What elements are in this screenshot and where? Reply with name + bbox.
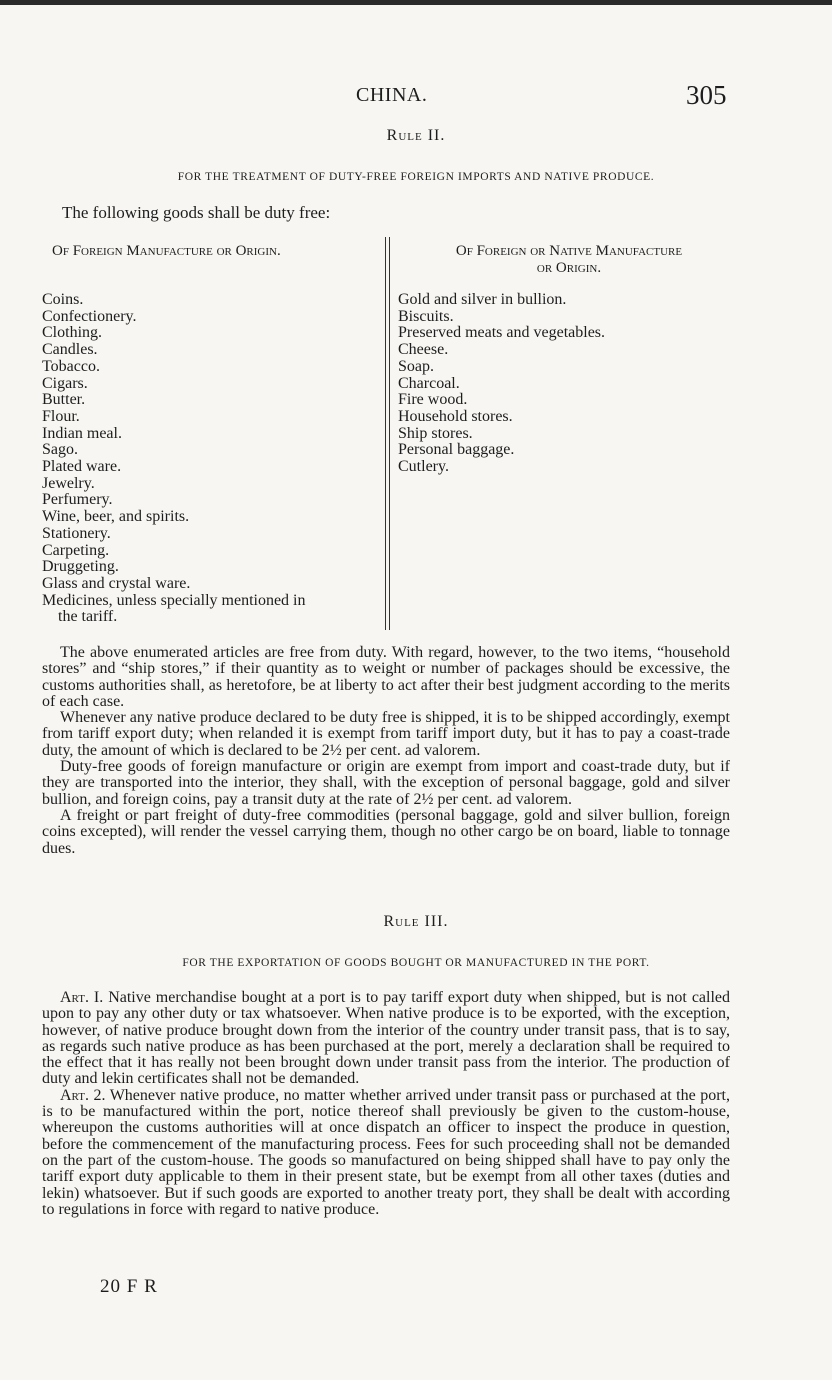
list-item: Soap.	[398, 357, 434, 375]
running-head: CHINA.	[356, 84, 428, 106]
list-item: Tobacco.	[42, 357, 100, 375]
left-column-heading: Of Foreign Manufacture or Origin.	[52, 243, 281, 259]
rule-2-title: Rule II.	[386, 127, 446, 144]
list-item: Flour.	[42, 407, 80, 425]
right-column-heading-line2: or Origin.	[536, 260, 602, 276]
article-label: Art. I.	[60, 989, 104, 1006]
rule-3-title: Rule III.	[383, 913, 449, 930]
list-item: Carpeting.	[42, 541, 110, 559]
article-text: Whenever native produce, no matter whether arrived under transit pass or purchased at the port, is to be manufactured within the port, notice thereof shall previously be given to the custom-house, whereupon the customs authorities will at once dispatch an officer to inspect the produce in question, before the commencement of the manufacturing process. Fees for such proceeding shall not be demanded on the part of the custom-house. The goods so manufactured on being shipped shall have to pay only the tariff export duty applicable to them in their present state, but be exempt from all other taxes (duties and lekin) whatsoever. But if such goods are exported to another treaty port, they shall be dealt with according to regulations in force with regard to native produce.	[42, 1086, 731, 1218]
list-item: Fire wood.	[398, 391, 468, 409]
list-item: Stationery.	[42, 524, 111, 542]
list-item: Biscuits.	[398, 307, 454, 325]
list-item	[42, 593, 382, 626]
list-item: Cutlery.	[398, 458, 449, 476]
right-column-heading	[404, 243, 734, 277]
list-item: Perfumery.	[42, 491, 113, 509]
paragraph: Whenever any native produce declared to be duty free is shipped, it is to be shipped accordingly, exempt from tariff export duty; when relanded it is exempt from tariff import duty, but it has to pay a coast-trade duty, the amount of which is declared to be 2½ per cent. ad valorem.	[42, 709, 730, 759]
list-item: Confectionery.	[42, 307, 137, 325]
rule-3-subtitle: FOR THE EXPORTATION OF GOODS BOUGHT OR MANUFACTURED IN THE PORT.	[182, 957, 650, 969]
column-divider	[385, 237, 390, 630]
list-item: Sago.	[42, 441, 78, 459]
list-item: Butter.	[42, 391, 86, 409]
rule-3-articles	[42, 990, 730, 1218]
paragraph: The above enumerated articles are free from duty. With regard, however, to the two items, “household stores” and “ship stores,” if their quantity as to weight or number of packages should be excessive, the customs authorities shall, as heretofore, be at liberty to act after their best judgment according to the merits of each case.	[42, 644, 730, 710]
list-item: Charcoal.	[398, 374, 460, 392]
foreign-or-native-goods-list	[398, 292, 728, 476]
list-item-text: the tariff.	[58, 608, 118, 626]
list-item: Wine, beer, and spirits.	[42, 508, 190, 526]
list-item: Jewelry.	[42, 474, 95, 492]
article-2	[42, 1088, 730, 1218]
rule-2-intro: The following goods shall be duty free:	[62, 203, 331, 222]
article-text: Native merchandise bought at a port is to pay tariff export duty when shipped, but is not called upon to pay any other duty or tax whatsoever. When native produce is to be exported, with the exception, however, of native produce brought down from the interior of the country under transit pass, that is to say, as regards such native produce as has been purchased at the port, merely a declaration shall be required to the effect that it has really not been brought down under transit pass from the interior. The production of duty and lekin certificates shall not be demanded.	[42, 989, 731, 1088]
list-item-text: Medicines, unless specially mentioned in	[42, 591, 306, 609]
paragraph: A freight or part freight of duty-free commodities (personal baggage, gold and silver bullion, foreign coins excepted), will render the vessel carrying them, though no other cargo be on board, liable to tonnage dues.	[42, 806, 730, 857]
article-1	[42, 990, 730, 1088]
right-column-heading-line1: Of Foreign or Native Manufacture	[455, 243, 683, 259]
rule-2-subtitle: FOR THE TREATMENT OF DUTY-FREE FOREIGN IMPORTS AND NATIVE PRODUCE.	[177, 171, 655, 183]
list-item: Gold and silver in bullion.	[398, 291, 567, 308]
page-number: 305	[686, 80, 727, 110]
list-item: Plated ware.	[42, 458, 122, 476]
list-item: Cheese.	[398, 341, 449, 359]
foreign-goods-list	[42, 292, 382, 626]
list-item: Cigars.	[42, 374, 88, 392]
list-item: Indian meal.	[42, 424, 122, 442]
list-item: Candles.	[42, 341, 98, 359]
list-item: Clothing.	[42, 324, 103, 342]
list-item: Preserved meats and vegetables.	[398, 324, 606, 342]
signature-mark: 20 F R	[100, 1276, 158, 1297]
list-item: Household stores.	[398, 407, 513, 425]
paragraph: Duty-free goods of foreign manufacture or origin are exempt from import and coast-trade duty, but if they are transported into the interior, they shall, with the exception of personal baggage, gold and silver bullion, and foreign coins, pay a transit duty at the rate of 2½ per cent. ad valorem.	[42, 758, 730, 808]
rule-2-paragraphs	[42, 645, 730, 857]
article-label: Art. 2.	[60, 1086, 106, 1104]
list-item: Coins.	[42, 291, 84, 308]
list-item: Personal baggage.	[398, 441, 515, 459]
list-item: Glass and crystal ware.	[42, 574, 191, 592]
list-item: Druggeting.	[42, 558, 119, 576]
list-item: Ship stores.	[398, 424, 473, 442]
